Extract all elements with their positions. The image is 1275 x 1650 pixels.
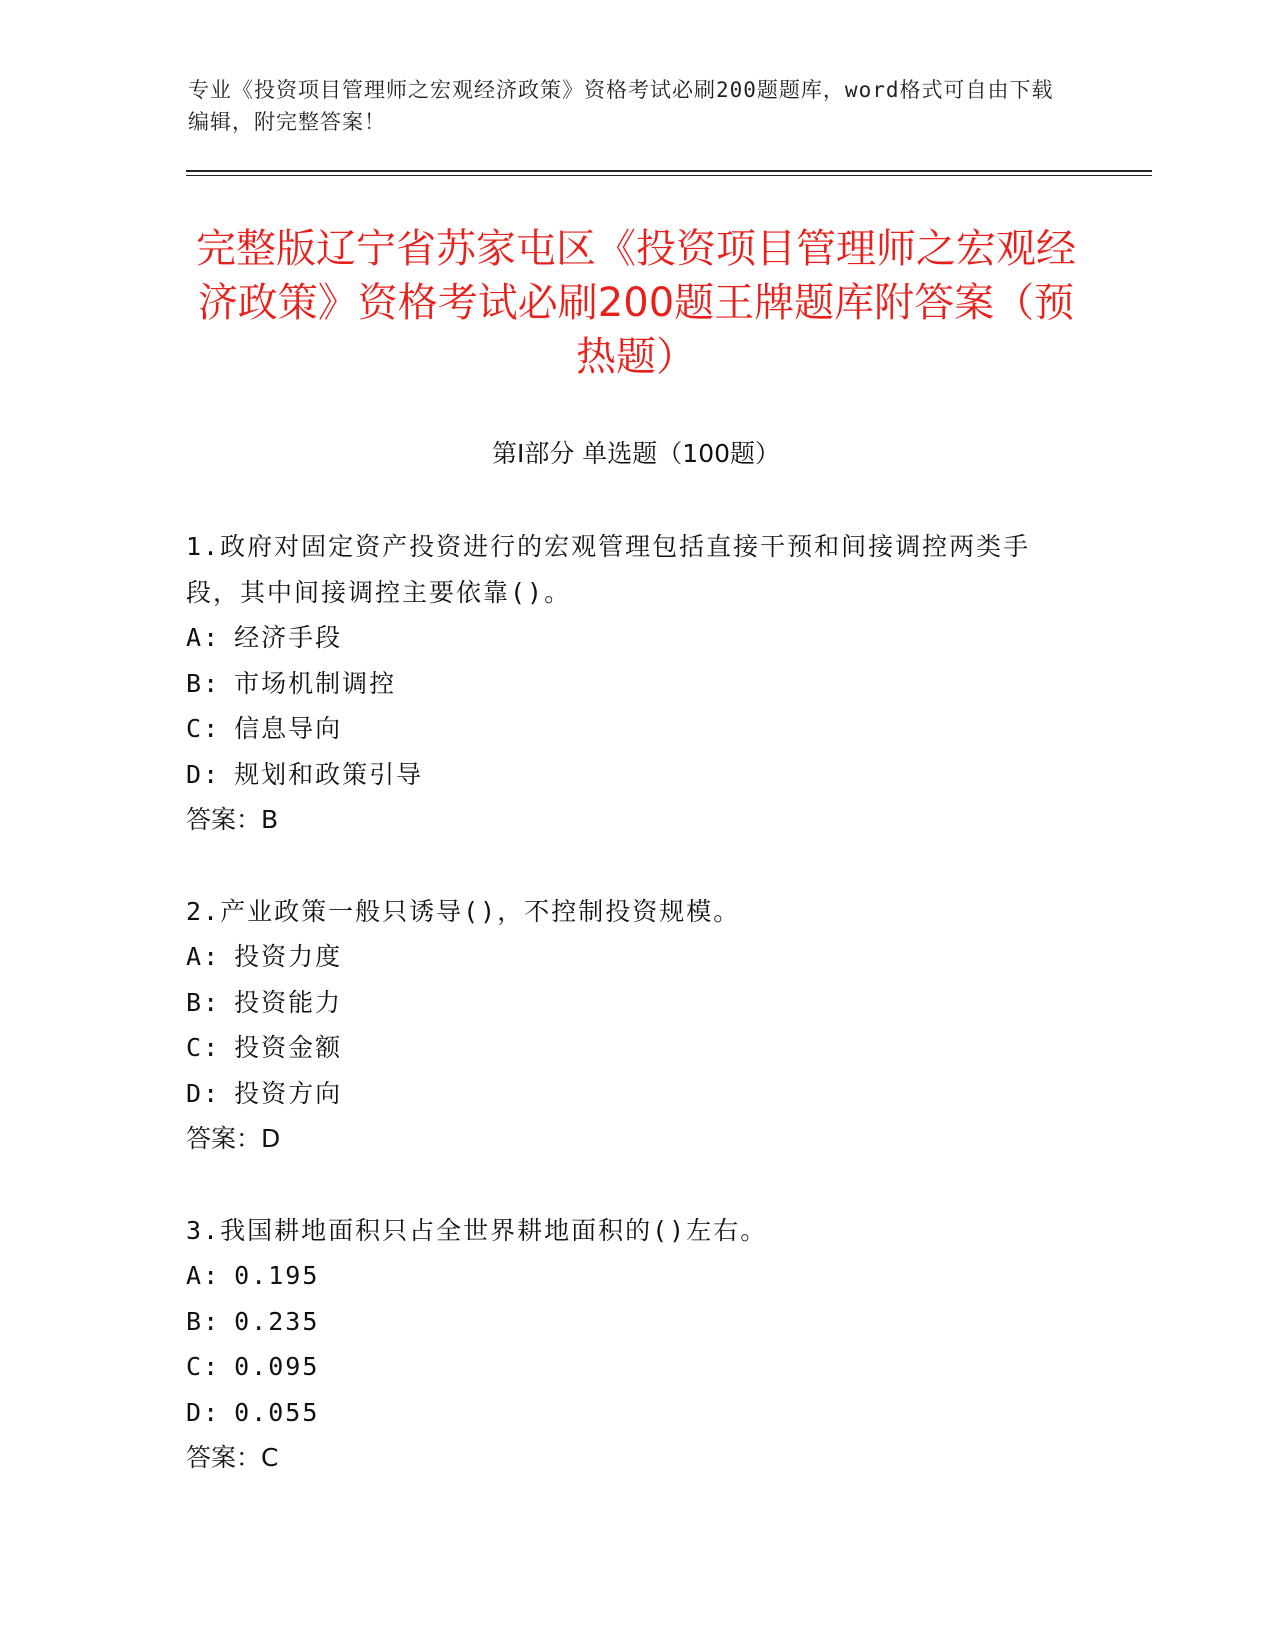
- option-text: 0.095: [234, 1352, 320, 1381]
- option-letter: A: [186, 942, 204, 971]
- option-separator: :: [203, 1033, 221, 1062]
- option-a: [186, 615, 1066, 661]
- header-rule-top: [186, 170, 1152, 172]
- option-letter: C: [186, 1033, 204, 1062]
- option-letter: D: [186, 759, 204, 789]
- option-letter: D: [186, 1397, 204, 1427]
- question-text: 3.我国耕地面积只占全世界耕地面积的()左右。: [186, 1215, 768, 1245]
- option-text: 0.055: [234, 1397, 320, 1427]
- option-separator: :: [203, 759, 221, 789]
- option-a: [186, 934, 1066, 980]
- option-c: [186, 1344, 1066, 1390]
- option-letter: C: [186, 714, 204, 743]
- section-title: 第I部分 单选题（100题）: [491, 439, 781, 468]
- option-letter: D: [186, 1078, 204, 1108]
- header-rule-bottom: [186, 175, 1152, 176]
- option-a: [186, 1253, 1066, 1299]
- option-text: 投资力度: [234, 942, 343, 971]
- option-separator: :: [203, 1352, 221, 1381]
- option-letter: A: [186, 623, 204, 652]
- answer-line: 答案：C: [186, 1443, 279, 1472]
- option-d: [186, 752, 1066, 798]
- option-text: 投资金额: [234, 1033, 343, 1062]
- option-text: 信息导向: [234, 714, 343, 743]
- option-b: [186, 661, 1066, 707]
- option-b: [186, 980, 1066, 1026]
- option-letter: C: [186, 1352, 204, 1381]
- option-b: [186, 1299, 1066, 1345]
- option-separator: :: [203, 1306, 221, 1336]
- option-separator: :: [203, 1078, 221, 1108]
- header-note: 专业《投资项目管理师之宏观经济政策》资格考试必刷200题题库，word格式可自由下载编辑，附完整答案！: [188, 78, 1054, 134]
- document-title: 完整版辽宁省苏家屯区《投资项目管理师之宏观经济政策》资格考试必刷200题王牌题库附答案（预热题）: [196, 226, 1076, 380]
- option-separator: :: [203, 942, 221, 971]
- question-2: [186, 889, 1066, 1162]
- option-letter: B: [186, 987, 204, 1017]
- option-separator: :: [203, 714, 221, 743]
- question-text: 1.政府对固定资产投资进行的宏观管理包括直接干预和间接调控两类手段，其中间接调控主要依靠()。: [186, 532, 1031, 607]
- question-1: [186, 524, 1066, 843]
- option-text: 经济手段: [234, 623, 343, 652]
- option-text: 市场机制调控: [234, 668, 397, 698]
- answer-line: 答案：D: [186, 1124, 281, 1153]
- option-text: 0.235: [234, 1306, 320, 1336]
- option-text: 投资方向: [234, 1078, 343, 1108]
- option-text: 投资能力: [234, 987, 343, 1017]
- question-3: [186, 1208, 1066, 1481]
- option-d: [186, 1071, 1066, 1117]
- option-separator: :: [203, 623, 221, 652]
- option-c: [186, 1025, 1066, 1071]
- option-letter: A: [186, 1261, 204, 1290]
- option-separator: :: [203, 668, 221, 698]
- question-list: [186, 524, 1066, 1527]
- option-c: [186, 706, 1066, 752]
- option-separator: :: [203, 1397, 221, 1427]
- option-letter: B: [186, 668, 204, 698]
- answer-line: 答案：B: [186, 805, 279, 834]
- option-text: 0.195: [234, 1261, 320, 1290]
- option-text: 规划和政策引导: [234, 759, 424, 789]
- option-separator: :: [203, 987, 221, 1017]
- option-d: [186, 1390, 1066, 1436]
- option-letter: B: [186, 1306, 204, 1336]
- option-separator: :: [203, 1261, 221, 1290]
- question-text: 2.产业政策一般只诱导()，不控制投资规模。: [186, 896, 741, 926]
